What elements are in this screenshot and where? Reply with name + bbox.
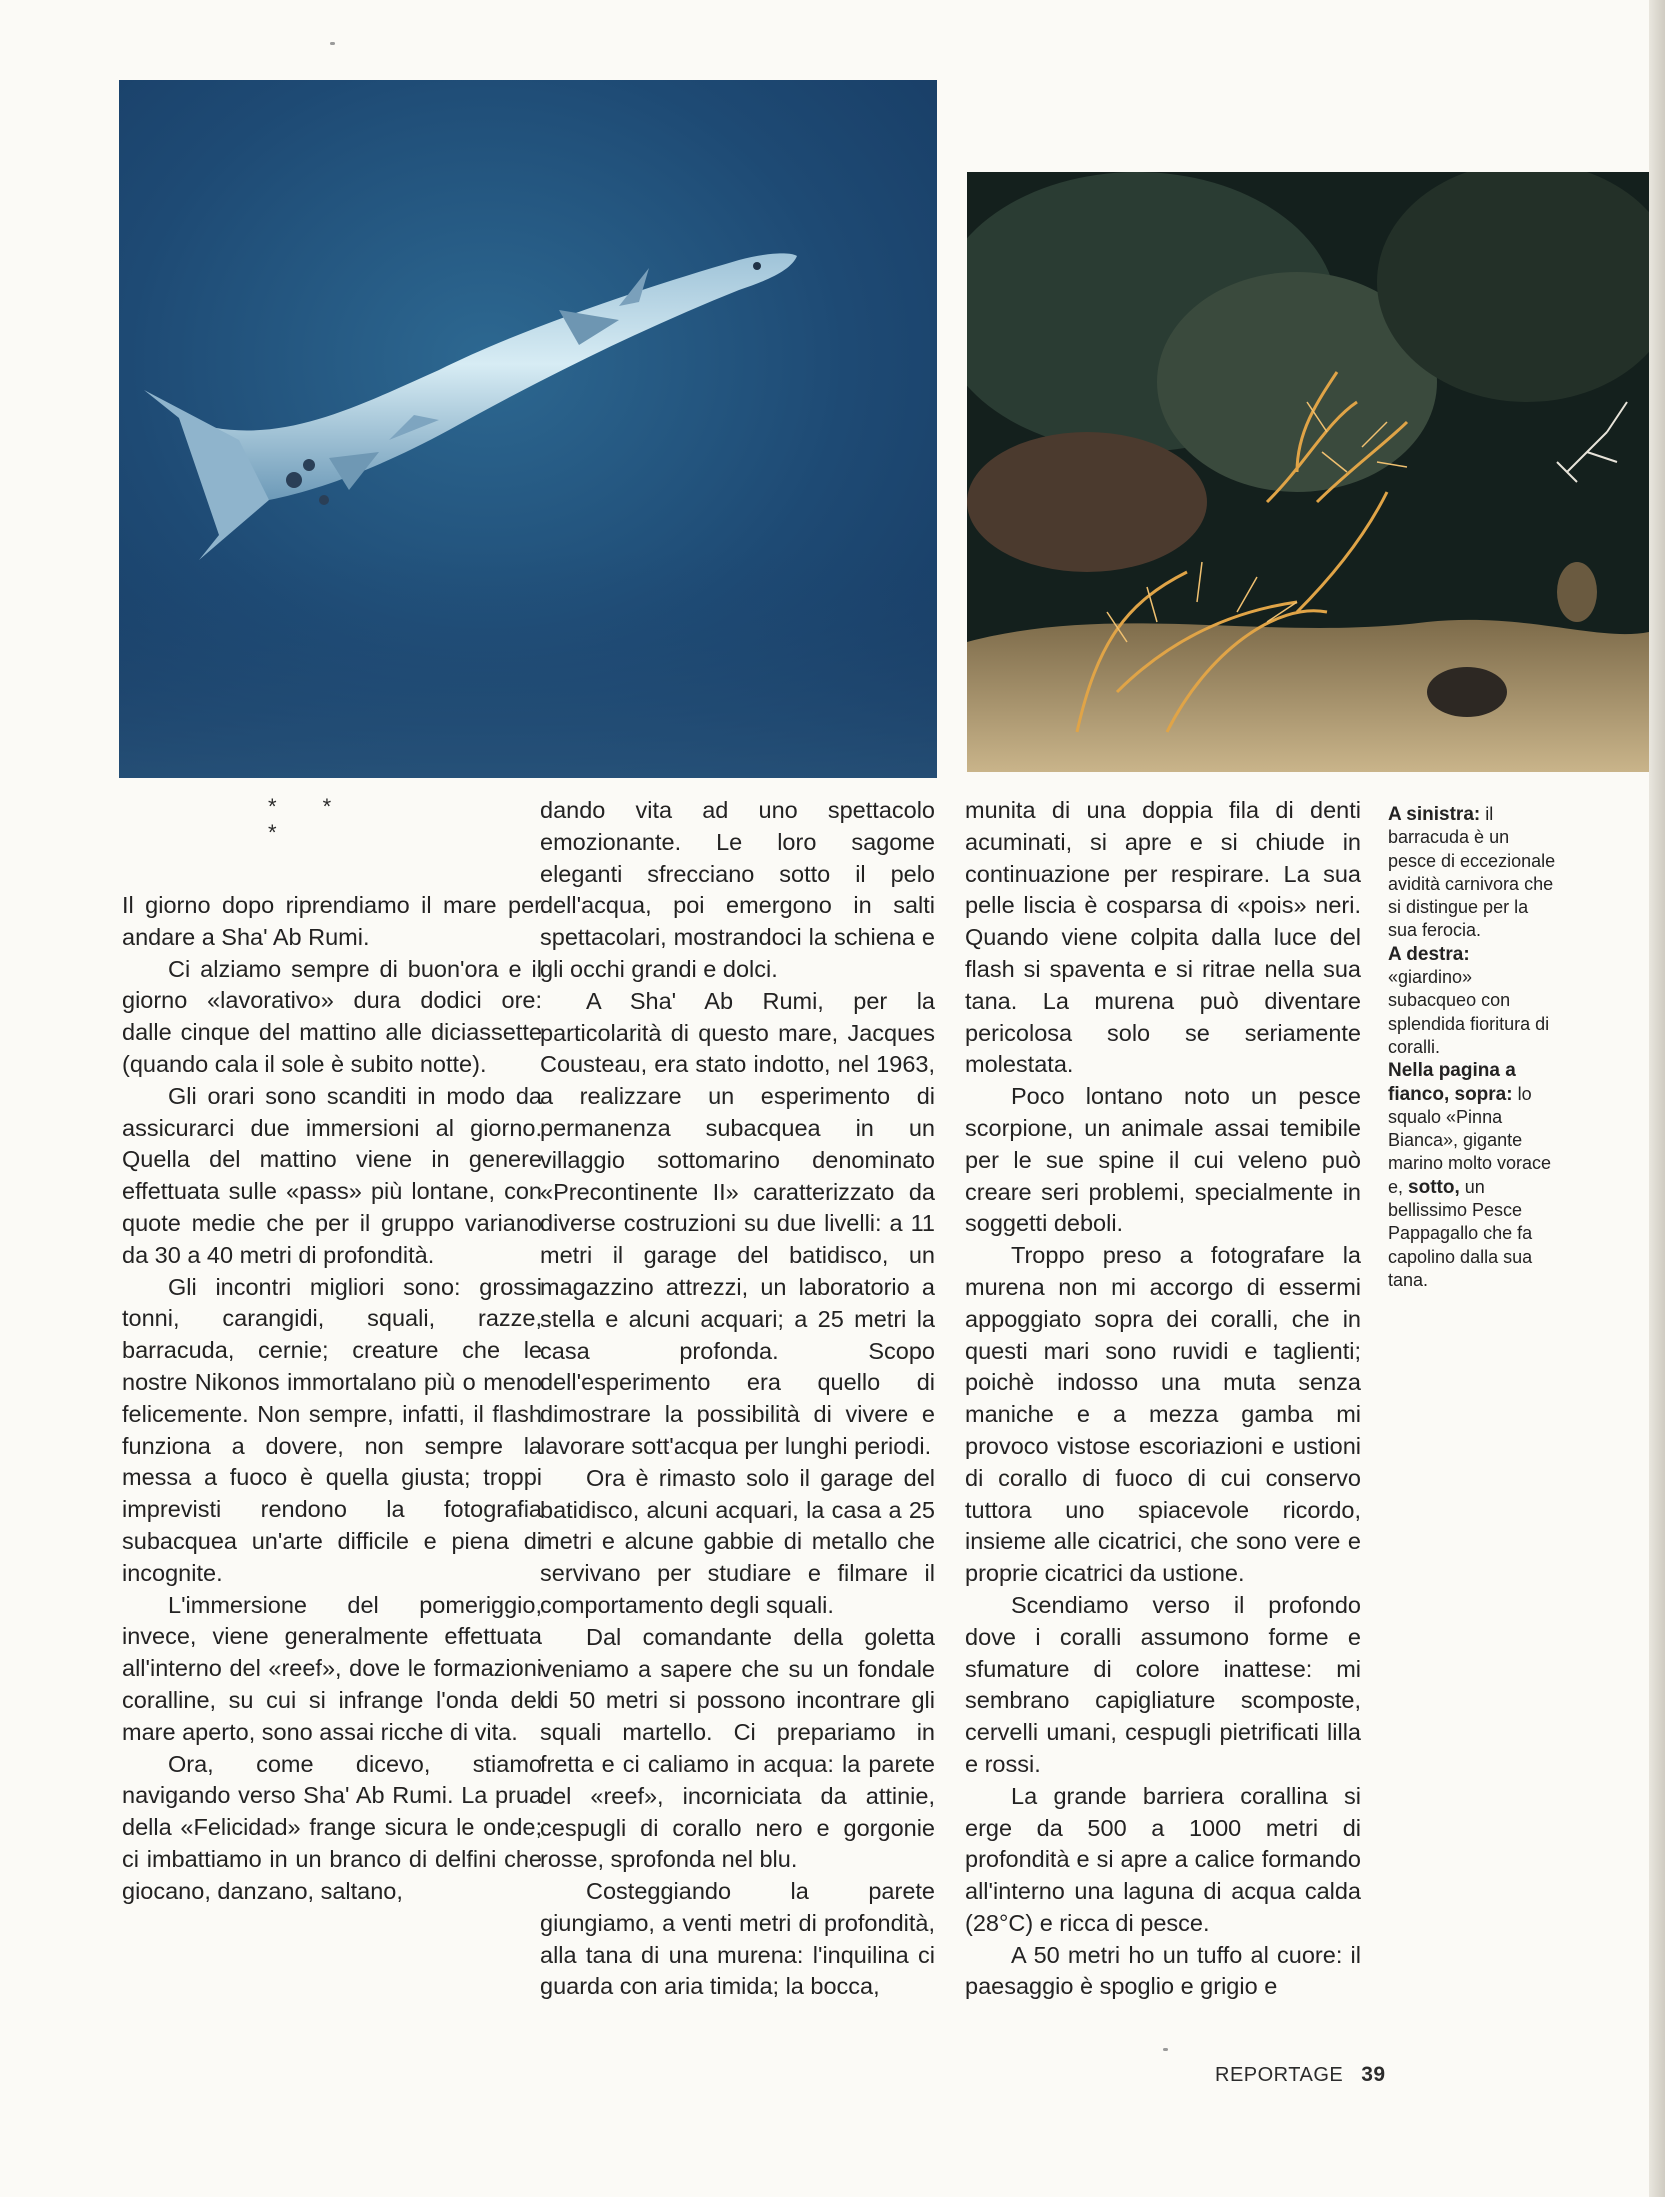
paragraph: A Sha' Ab Rumi, per la particolarità di questo mare, Jacques Cousteau, era stato indotto, nel 1963, a realizzare un esperimento di permanenza subacquea in un villaggio sottomarino denominato «Precontinente II» caratterizzato da diverse costruzioni su due livelli: a 11 metri il garage del batidisco, un magazzino attrezzi, un laboratorio a stella e alcuni acquari; a 25 metri la casa profonda. Scopo dell'esperimento era quello di dimostrare la possibilità di vivere e lavorare sott'acqua per lunghi periodi. — [540, 987, 935, 1459]
photo-coral-garden — [967, 172, 1649, 772]
caption-text: lo squalo «Pinna Bianca», gigante marino molto vorace e, — [1388, 1083, 1552, 1197]
caption-label: A destra: — [1388, 943, 1470, 965]
scan-speck — [330, 42, 335, 45]
scan-speck — [1163, 2048, 1168, 2051]
section-name: REPORTAGE — [1215, 2064, 1344, 2086]
caption-right — [1388, 943, 1558, 1059]
caption-label: Nella pagina a fianco, sopra: — [1388, 1060, 1516, 1105]
paragraph: Dal comandante della goletta veniamo a sapere che su un fondale di 50 metri si possono incontrare gli squali martello. Ci prepariamo in fretta e ci caliamo in acqua: la parete del «reef», incorniciata da attinie, cespugli di corallo nero e gorgonie rosse, sprofonda nel blu. — [540, 1623, 935, 1873]
paragraph: Scendiamo verso il profondo dove i coralli assumono forme e sfumature di colore inattese: mi sembrano capigliature scomposte, cervelli umani, cespugli pietrificati lilla e rossi. — [965, 1591, 1361, 1777]
caption-facing-page — [1388, 1059, 1558, 1292]
paragraph: Gli orari sono scanditi in modo da assicurarci due immersioni al giorno. Quella del mattino viene in genere effettuata sulle «pass» più lontane, con quote medie che per il gruppo variano da 30 a 40 metri di profondità. — [122, 1082, 542, 1268]
caption-left — [1388, 803, 1558, 943]
caption-text: «giardino» subacqueo con splendida fioritura di coralli. — [1388, 967, 1550, 1057]
paragraph: A 50 metri ho un tuffo al cuore: il paesaggio è spoglio e grigio e — [965, 1941, 1361, 2000]
paragraph: La grande barriera corallina si erge da 500 a 1000 metri di profondità e si apre a calice formando all'interno una laguna di acqua calda (28°C) e ricca di pesce. — [965, 1782, 1361, 1936]
paragraph: Ora, come dicevo, stiamo navigando verso Sha' Ab Rumi. La prua della «Felicidad» frange sicura le onde; ci imbattiamo in un branco di delfini che giocano, danzano, saltano, — [122, 1750, 542, 1904]
paragraph: Poco lontano noto un pesce scorpione, un animale assai temibile per le sue spine il cui veleno può creare seri problemi, specialmente in soggetti deboli. — [965, 1083, 1361, 1237]
page-number: 39 — [1361, 2063, 1386, 2086]
photo-barracuda — [119, 80, 937, 778]
page-footer — [1215, 2063, 1386, 2087]
paragraph: Troppo preso a fotografare la murena non mi accorgo di essermi appoggiato sopra dei coralli, che in questi mari sono ruvidi e taglienti; poichè indosso una muta senza maniche e a mezza gamba mi provoco vistose escoriazioni e ustioni di corallo di fuoco di cui conservo tuttora uno spiacevole ricordo, insieme alle cicatrici, che sono vere e proprie cicatrici da ustione. — [965, 1242, 1361, 1587]
caption-label: A sinistra: — [1388, 804, 1481, 825]
article-column-3 — [965, 795, 1361, 2003]
photo-caption — [1388, 803, 1558, 1292]
caption-text: un bellissimo Pesce Pappagallo che fa capolino dalla sua tana. — [1388, 1176, 1533, 1290]
paragraph: dando vita ad uno spettacolo emozionante. Le loro sagome eleganti sfrecciano sotto il pelo dell'acqua, poi emergono in salti spettacolari, mostrandoci la schiena e gli occhi grandi e dolci. — [540, 797, 935, 982]
page-edge — [1649, 0, 1665, 2197]
paragraph: L'immersione del pomeriggio, invece, viene generalmente effettuata all'interno del «reef», dove le formazioni coralline, su cui si infrange l'onda del mare aperto, sono assai ricche di vita. — [122, 1591, 542, 1745]
section-divider: * * * — [268, 794, 352, 845]
article-column-1 — [122, 890, 542, 1908]
paragraph: Costeggiando la parete giungiamo, a venti metri di profondità, alla tana di una murena: l'inquilina ci guarda con aria timida; la bocca, — [540, 1878, 935, 2000]
paragraph: Ora è rimasto solo il garage del batidisco, alcuni acquari, la casa a 25 metri e alcune gabbie di metallo che servivano per studiare e filmare il comportamento degli squali. — [540, 1464, 935, 1618]
article-column-2 — [540, 795, 935, 2003]
paragraph: Gli incontri migliori sono: grossi tonni, carangidi, squali, razze, barracuda, cernie; creature che le nostre Nikonos immortalano più o meno felicemente. Non sempre, infatti, il flash funziona a dovere, non sempre la messa a fuoco è quella giusta; troppi imprevisti rendono la fotografia subacquea un'arte difficile e piena di incognite. — [122, 1273, 542, 1586]
paragraph: Ci alziamo sempre di buon'ora e il giorno «lavorativo» dura dodici ore: dalle cinque del mattino alle diciassette (quando cala il sole è subito notte). — [122, 955, 542, 1077]
caption-text: il barracuda è un pesce di eccezionale avidità carnivora che si distingue per la sua ferocia. — [1388, 804, 1556, 941]
caption-label: sotto, — [1408, 1176, 1460, 1198]
paragraph: munita di una doppia fila di denti acuminati, si apre e si chiude in continuazione per respirare. La sua pelle liscia è cosparsa di «pois» neri. Quando viene colpita dalla luce del flash si spaventa e si ritrae nella sua tana. La murena può diventare pericolosa solo se seriamente molestata. — [965, 797, 1361, 1078]
barracuda-image — [119, 80, 937, 778]
coral-garden-image — [967, 172, 1649, 772]
paragraph: Il giorno dopo riprendiamo il mare per andare a Sha' Ab Rumi. — [122, 892, 542, 950]
